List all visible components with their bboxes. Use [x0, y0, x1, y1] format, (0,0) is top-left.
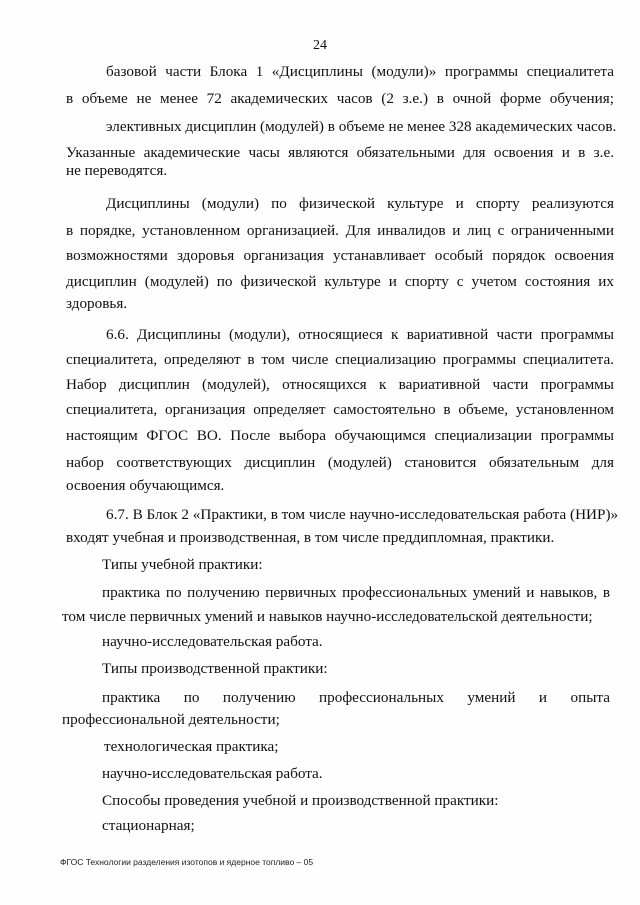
text-line: практика по получению первичных профессиональных умений и навыков, в — [102, 584, 610, 601]
text-line: специалитета, организация определяет самостоятельно в объеме, установленном — [66, 401, 614, 418]
page-footer: ФГОС Технологии разделения изотопов и ядерное топливо – 05 — [60, 857, 314, 867]
text-line: Типы учебной практики: — [102, 556, 263, 573]
text-line: дисциплин (модулей) по физической культуре и спорту с учетом состояния их — [66, 273, 614, 290]
text-line: набор соответствующих дисциплин (модулей) становится обязательным для — [66, 454, 614, 471]
text-line: здоровья. — [66, 295, 128, 312]
text-line: не переводятся. — [66, 162, 168, 179]
text-line: технологическая практика; — [104, 738, 279, 755]
text-line: входят учебная и производственная, в том числе преддипломная, практики. — [66, 529, 555, 546]
text-line: научно-исследовательская работа. — [102, 765, 323, 782]
text-line: том числе первичных умений и навыков научно-исследовательской деятельности; — [62, 608, 593, 625]
text-line: практика по получению профессиональных умений и опыта — [102, 689, 610, 706]
text-line: в объеме не менее 72 академических часов (2 з.е.) в очной форме обучения; — [66, 90, 614, 107]
text-line: профессиональной деятельности; — [62, 711, 280, 728]
text-line: элективных дисциплин (модулей) в объеме не менее 328 академических часов. — [106, 118, 617, 135]
text-line: возможностями здоровья организация устанавливает особый порядок освоения — [66, 247, 614, 264]
text-line: Дисциплины (модули) по физической культуре и спорту реализуются — [106, 195, 614, 212]
text-line: базовой части Блока 1 «Дисциплины (модули)» программы специалитета — [106, 63, 614, 80]
text-line: Способы проведения учебной и производственной практики: — [102, 792, 499, 809]
text-line: настоящим ФГОС ВО. После выбора обучающимся специализации программы — [66, 427, 614, 444]
page-number: 24 — [313, 38, 327, 53]
text-line: Набор дисциплин (модулей), относящихся к вариативной части программы — [66, 376, 614, 393]
text-line: в порядке, установленном организацией. Для инвалидов и лиц с ограниченными — [66, 222, 614, 239]
text-line: специалитета, определяют в том числе специализацию программы специалитета. — [66, 351, 614, 368]
text-line: 6.6. Дисциплины (модули), относящиеся к вариативной части программы — [106, 326, 614, 343]
text-line: Типы производственной практики: — [102, 660, 328, 677]
text-line: 6.7. В Блок 2 «Практики, в том числе научно-исследовательская работа (НИР)» — [106, 506, 619, 523]
text-line: научно-исследовательская работа. — [102, 633, 323, 650]
text-line: стационарная; — [102, 817, 195, 834]
text-line: освоения обучающимся. — [66, 477, 225, 494]
text-line: Указанные академические часы являются обязательными для освоения и в з.е. — [66, 144, 614, 161]
